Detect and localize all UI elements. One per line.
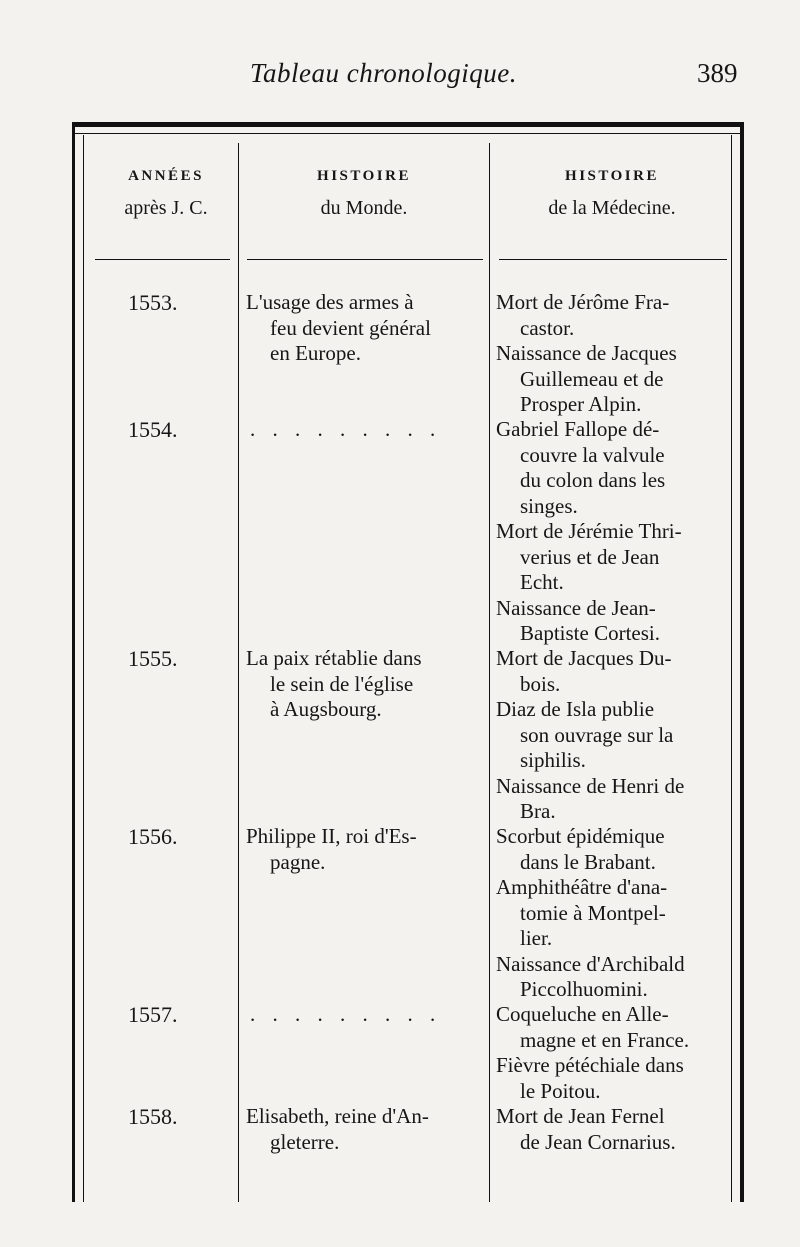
med-1553-e1-line2: castor. <box>520 315 575 340</box>
med-1556-e2-line3: lier. <box>520 926 553 950</box>
world-1555-line1: La paix rétablie dans <box>246 646 422 670</box>
med-1555-e3-line1: Naissance de Henri de <box>496 773 685 798</box>
med-1554-e3-line2: Baptiste Cortesi. <box>520 621 660 645</box>
med-1553-e2-line2: Guillemeau et de <box>520 366 664 391</box>
med-1553-e2-line3: Prosper Alpin. <box>520 392 642 416</box>
running-title: Tableau chronologique. <box>250 58 517 88</box>
med-1555-e1-line1: Mort de Jacques Du- <box>496 646 672 670</box>
year-1556: 1556. <box>128 824 178 849</box>
med-1558-e1-line2: de Jean Cornarius. <box>520 1129 676 1154</box>
med-1556-e1-line2: dans le Brabant. <box>520 849 656 874</box>
column-divider-1 <box>238 143 239 1202</box>
med-1556-e2-line2: tomie à Montpel- <box>520 900 666 925</box>
med-1556-e1-line1: Scorbut épidémique <box>496 824 665 848</box>
med-1554-e2-line1: Mort de Jérémie Thri- <box>496 519 682 543</box>
year-1553: 1553. <box>128 290 178 315</box>
med-1557-e2-line2: le Poitou. <box>520 1078 601 1103</box>
page-number: 389 <box>697 58 738 88</box>
med-1554-e1-line4: singes. <box>520 493 578 518</box>
world-1556-line2: pagne. <box>270 849 326 874</box>
med-1554-e1-line1: Gabriel Fallope dé- <box>496 417 660 441</box>
year-1558: 1558. <box>128 1104 178 1129</box>
med-1556-e3-line1: Naissance d'Archibald <box>496 951 685 976</box>
column-header-annees-line1: ANNÉES <box>128 168 204 184</box>
med-1555-e2-line1: Diaz de Isla publie <box>496 697 655 721</box>
med-1558-e1-line1: Mort de Jean Fernel <box>496 1104 665 1128</box>
world-1553-line1: L'usage des armes à <box>246 290 414 314</box>
column-header-monde-line2: du Monde. <box>320 197 408 219</box>
running-head <box>0 58 800 98</box>
med-1554-e1-line3: du colon dans les <box>520 468 666 492</box>
med-1556-e2-line1: Amphithéâtre d'ana- <box>496 875 668 899</box>
world-1556-line1: Philippe II, roi d'Es- <box>246 824 417 848</box>
world-1557-dots: . . . . . . . . . <box>250 1002 442 1026</box>
med-1555-e2-line3: siphilis. <box>520 748 586 772</box>
column-header-medecine <box>494 168 730 220</box>
med-1553-e2-line1: Naissance de Jacques <box>496 341 677 365</box>
world-1555-line3: à Augsbourg. <box>270 697 382 721</box>
column-header-annees <box>96 168 236 220</box>
med-1555-e1-line2: bois. <box>520 671 561 696</box>
med-1554-e1-line2: couvre la valvule <box>520 442 665 467</box>
header-rule-medecine <box>499 259 727 260</box>
column-header-annees-line2: après J. C. <box>124 197 208 219</box>
med-1555-e3-line2: Bra. <box>520 799 556 823</box>
year-1557: 1557. <box>128 1002 178 1027</box>
world-1555-line2: le sein de l'église <box>270 671 414 696</box>
world-1558-line1: Elisabeth, reine d'An- <box>246 1104 429 1128</box>
med-1554-e3-line1: Naissance de Jean- <box>496 595 656 620</box>
column-header-monde <box>244 168 484 220</box>
year-1554: 1554. <box>128 417 178 442</box>
inner-rule-top <box>75 133 740 134</box>
med-1553-e1-line1: Mort de Jérôme Fra- <box>496 290 670 314</box>
world-1553-line3: en Europe. <box>270 341 361 365</box>
world-1553-line2: feu devient général <box>270 315 431 340</box>
column-header-medecine-line1: HISTOIRE <box>565 168 659 184</box>
med-1557-e1-line2: magne et en France. <box>520 1027 690 1052</box>
med-1557-e2-line1: Fièvre pétéchiale dans <box>496 1053 684 1077</box>
header-rule-monde <box>247 259 483 260</box>
med-1557-e1-line1: Coqueluche en Alle- <box>496 1002 669 1026</box>
med-1554-e2-line2: verius et de Jean <box>520 544 660 569</box>
med-1554-e2-line3: Echt. <box>520 570 564 594</box>
world-1558-line2: gleterre. <box>270 1129 340 1154</box>
column-header-monde-line1: HISTOIRE <box>317 168 411 184</box>
header-rule-annees <box>95 259 230 260</box>
year-1555: 1555. <box>128 646 178 671</box>
world-1554-dots: . . . . . . . . . <box>250 417 442 441</box>
column-header-medecine-line2: de la Médecine. <box>548 197 676 219</box>
med-1555-e2-line2: son ouvrage sur la <box>520 722 674 747</box>
inner-rule-left <box>83 135 84 1202</box>
med-1556-e3-line2: Piccolhuomini. <box>520 977 648 1001</box>
